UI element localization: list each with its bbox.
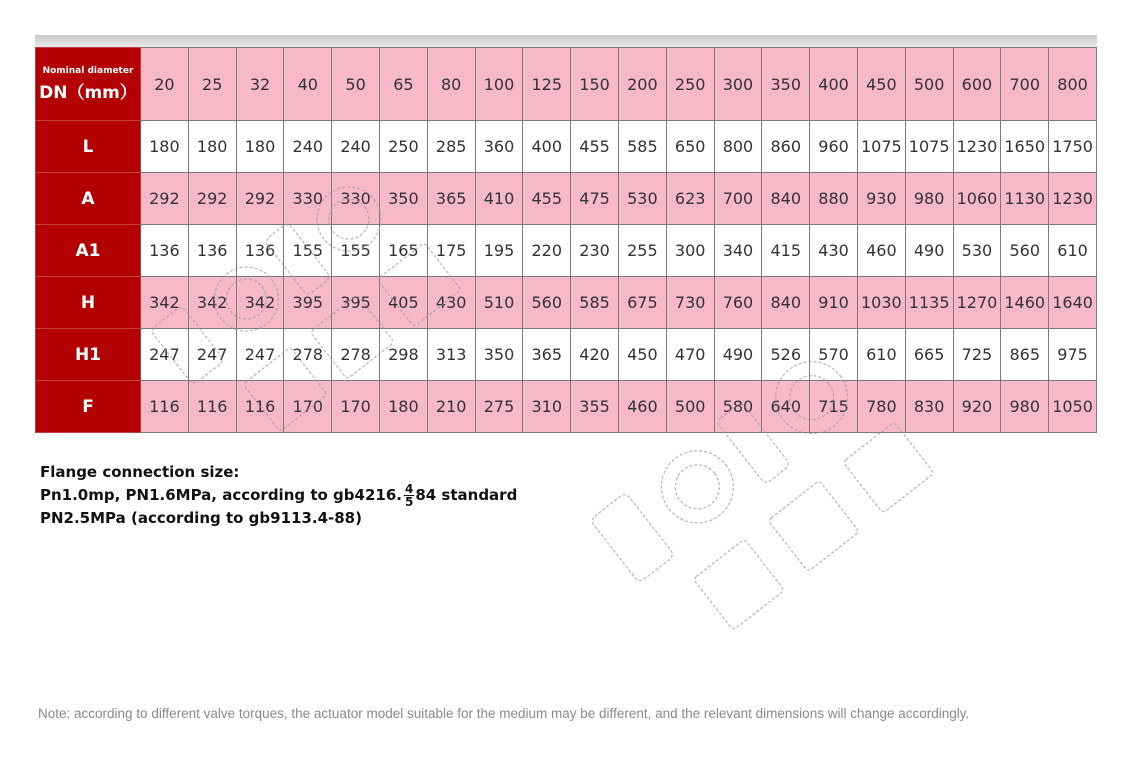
table-cell: 136 (188, 225, 236, 277)
table-cell: 247 (188, 329, 236, 381)
table-cell: 920 (953, 381, 1001, 433)
table-cell: 195 (475, 225, 523, 277)
table-cell: 1075 (857, 121, 905, 173)
table-row (36, 277, 1097, 329)
dn-header-cell: 25 (188, 48, 236, 121)
table-cell: 395 (332, 277, 380, 329)
dn-header-cell: 100 (475, 48, 523, 121)
dimensions-table (35, 47, 1097, 433)
table-cell: 350 (475, 329, 523, 381)
table-cell: 585 (618, 121, 666, 173)
table-cell: 410 (475, 173, 523, 225)
table-cell: 292 (141, 173, 189, 225)
table-cell: 570 (810, 329, 858, 381)
table-cell: 1460 (1001, 277, 1049, 329)
table-cell: 865 (1001, 329, 1049, 381)
table-cell: 220 (523, 225, 571, 277)
notes-title: Flange connection size: (40, 463, 240, 481)
table-cell: 247 (236, 329, 284, 381)
table-cell: 840 (762, 173, 810, 225)
table-cell: 530 (953, 225, 1001, 277)
table-cell: 365 (523, 329, 571, 381)
table-cell: 860 (762, 121, 810, 173)
table-cell: 250 (379, 121, 427, 173)
table-cell: 420 (571, 329, 619, 381)
notes-line-pn25: PN2.5MPa (according to gb9113.4-88) (40, 509, 362, 527)
table-row (36, 173, 1097, 225)
table-cell: 510 (475, 277, 523, 329)
table-cell: 298 (379, 329, 427, 381)
table-cell: 313 (427, 329, 475, 381)
table-cell: 342 (236, 277, 284, 329)
table-cell: 1230 (1049, 173, 1097, 225)
table-cell: 455 (523, 173, 571, 225)
table-cell: 1075 (905, 121, 953, 173)
dn-header-cell: 200 (618, 48, 666, 121)
table-cell: 255 (618, 225, 666, 277)
dn-header-cell: 800 (1049, 48, 1097, 121)
table-cell: 1640 (1049, 277, 1097, 329)
table-cell: 170 (284, 381, 332, 433)
table-cell: 350 (379, 173, 427, 225)
table-cell: 560 (523, 277, 571, 329)
table-cell: 700 (714, 173, 762, 225)
table-cell: 470 (666, 329, 714, 381)
dn-header-cell: 300 (714, 48, 762, 121)
table-cell: 975 (1049, 329, 1097, 381)
dn-header-cell: 250 (666, 48, 714, 121)
footnote: Note: according to different valve torques, the actuator model suitable for the medium may be different, and the relevant dimensions will change accordingly. (38, 706, 970, 721)
fraction-numerator: 4 (404, 482, 414, 496)
table-cell: 136 (236, 225, 284, 277)
table-cell: 430 (810, 225, 858, 277)
table-row (36, 121, 1097, 173)
table-cell: 165 (379, 225, 427, 277)
table-cell: 116 (188, 381, 236, 433)
table-cell: 455 (571, 121, 619, 173)
table-cell: 623 (666, 173, 714, 225)
table-cell: 360 (475, 121, 523, 173)
row-label: L (36, 121, 141, 173)
table-cell: 1130 (1001, 173, 1049, 225)
table-cell: 365 (427, 173, 475, 225)
table-cell: 275 (475, 381, 523, 433)
notes-line-suffix: 84 standard (415, 486, 518, 504)
table-cell: 760 (714, 277, 762, 329)
table-cell: 310 (523, 381, 571, 433)
notes-line-standard (40, 483, 517, 508)
table-cell: 300 (666, 225, 714, 277)
table-cell: 610 (857, 329, 905, 381)
table-cell: 180 (188, 121, 236, 173)
table-cell: 840 (762, 277, 810, 329)
table-cell: 155 (332, 225, 380, 277)
row-label: F (36, 381, 141, 433)
table-cell: 342 (141, 277, 189, 329)
table-cell: 910 (810, 277, 858, 329)
dn-header-cell: 350 (762, 48, 810, 121)
table-cell: 650 (666, 121, 714, 173)
table-cell: 610 (1049, 225, 1097, 277)
table-cell: 800 (714, 121, 762, 173)
table-cell: 285 (427, 121, 475, 173)
table-cell: 830 (905, 381, 953, 433)
dn-header-cell: 40 (284, 48, 332, 121)
table-cell: 715 (810, 381, 858, 433)
dn-header-cell: 50 (332, 48, 380, 121)
table-cell: 240 (284, 121, 332, 173)
table-cell: 1270 (953, 277, 1001, 329)
fraction-denominator: 5 (404, 495, 414, 509)
dn-header-cell: 150 (571, 48, 619, 121)
table-cell: 980 (905, 173, 953, 225)
table-cell: 247 (141, 329, 189, 381)
table-cell: 530 (618, 173, 666, 225)
table-cell: 526 (762, 329, 810, 381)
dn-header-cell: 80 (427, 48, 475, 121)
dn-header-cell: 125 (523, 48, 571, 121)
table-cell: 1230 (953, 121, 1001, 173)
table-cell: 116 (236, 381, 284, 433)
row-label: A1 (36, 225, 141, 277)
table-cell: 155 (284, 225, 332, 277)
table-cell: 395 (284, 277, 332, 329)
table-row (36, 329, 1097, 381)
table-cell: 330 (332, 173, 380, 225)
table-cell: 1060 (953, 173, 1001, 225)
table-cell: 580 (714, 381, 762, 433)
table-cell: 475 (571, 173, 619, 225)
table-cell: 278 (284, 329, 332, 381)
table-cell: 292 (188, 173, 236, 225)
table-cell: 230 (571, 225, 619, 277)
table-cell: 340 (714, 225, 762, 277)
table-cell: 460 (857, 225, 905, 277)
table-cell: 330 (284, 173, 332, 225)
header-row (36, 48, 1097, 121)
table-cell: 880 (810, 173, 858, 225)
table-row (36, 381, 1097, 433)
table-cell: 292 (236, 173, 284, 225)
table-cell: 930 (857, 173, 905, 225)
table-cell: 210 (427, 381, 475, 433)
dn-header-cell: 32 (236, 48, 284, 121)
table-cell: 500 (666, 381, 714, 433)
table-cell: 585 (571, 277, 619, 329)
table-cell: 980 (1001, 381, 1049, 433)
table-cell: 1050 (1049, 381, 1097, 433)
row-label: A (36, 173, 141, 225)
table-cell: 780 (857, 381, 905, 433)
dn-header-cell: 500 (905, 48, 953, 121)
table-cell: 730 (666, 277, 714, 329)
table-cell: 460 (618, 381, 666, 433)
table-cell: 430 (427, 277, 475, 329)
table-row (36, 225, 1097, 277)
dn-header-cell: 400 (810, 48, 858, 121)
table-cell: 560 (1001, 225, 1049, 277)
dn-header-cell: 20 (141, 48, 189, 121)
table-cell: 175 (427, 225, 475, 277)
row-label: H1 (36, 329, 141, 381)
dn-header-cell: 65 (379, 48, 427, 121)
table-cell: 490 (714, 329, 762, 381)
table-cell: 450 (618, 329, 666, 381)
table-cell: 116 (141, 381, 189, 433)
table-cell: 1750 (1049, 121, 1097, 173)
table-cell: 640 (762, 381, 810, 433)
table-cell: 415 (762, 225, 810, 277)
table-cell: 725 (953, 329, 1001, 381)
table-cell: 180 (141, 121, 189, 173)
flange-notes (40, 462, 517, 529)
header-dn-label: DN（mm） (39, 82, 137, 103)
table-cell: 180 (379, 381, 427, 433)
table-cell: 960 (810, 121, 858, 173)
table-cell: 1030 (857, 277, 905, 329)
table-cell: 342 (188, 277, 236, 329)
table-cell: 278 (332, 329, 380, 381)
header-small-label: Nominal diameter (42, 65, 134, 76)
table-cell: 136 (141, 225, 189, 277)
nominal-diameter-header (36, 48, 141, 121)
table-cell: 1650 (1001, 121, 1049, 173)
fraction (404, 483, 414, 508)
table-cell: 355 (571, 381, 619, 433)
row-label: H (36, 277, 141, 329)
table-cell: 490 (905, 225, 953, 277)
dn-header-cell: 450 (857, 48, 905, 121)
dn-header-cell: 700 (1001, 48, 1049, 121)
table-cell: 1135 (905, 277, 953, 329)
table-cell: 405 (379, 277, 427, 329)
table-cell: 400 (523, 121, 571, 173)
top-gray-bar (35, 35, 1097, 47)
dn-header-cell: 600 (953, 48, 1001, 121)
table-cell: 240 (332, 121, 380, 173)
notes-line-prefix: Pn1.0mp, PN1.6MPa, according to gb4216. (40, 486, 402, 504)
table-cell: 675 (618, 277, 666, 329)
table-cell: 180 (236, 121, 284, 173)
table-cell: 665 (905, 329, 953, 381)
table-cell: 170 (332, 381, 380, 433)
